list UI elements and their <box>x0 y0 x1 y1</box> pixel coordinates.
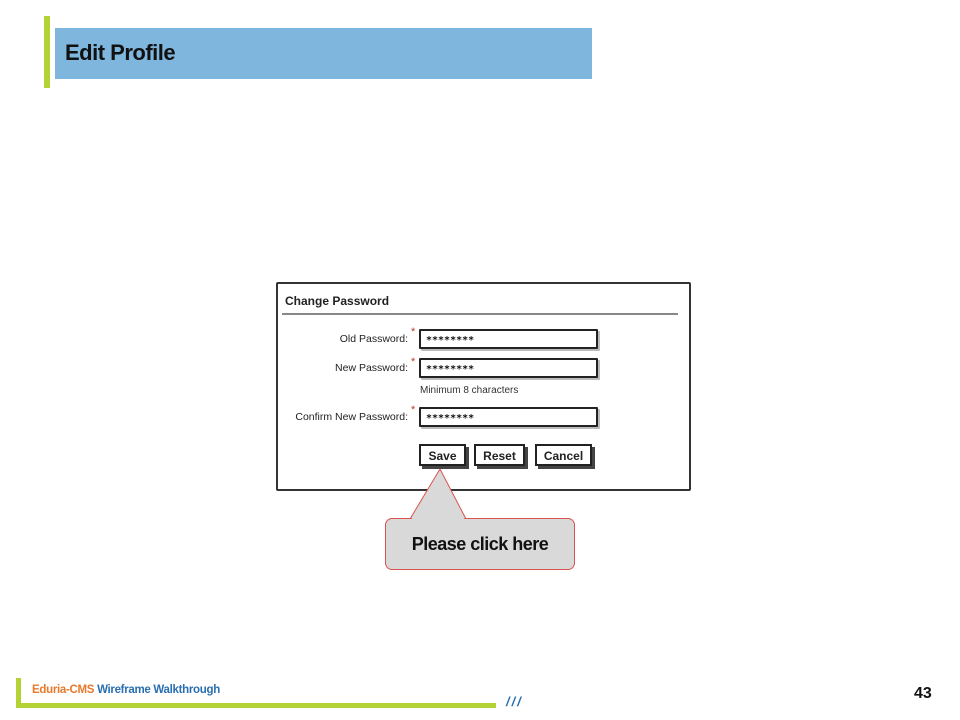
footer-slashes: /// <box>506 694 523 709</box>
old-password-field[interactable]: ******** <box>419 329 598 349</box>
confirm-password-field[interactable]: ******** <box>419 407 598 427</box>
page-title: Edit Profile <box>65 40 176 65</box>
reset-button[interactable]: Reset <box>474 444 525 466</box>
old-password-label: Old Password: <box>339 333 408 345</box>
page-number: 43 <box>914 685 932 702</box>
change-password-panel <box>276 282 691 491</box>
footer-title <box>32 684 220 696</box>
required-marker: * <box>411 404 416 416</box>
footer-subtitle: Wireframe Walkthrough <box>94 684 220 696</box>
panel-divider <box>282 313 678 315</box>
save-button[interactable]: Save <box>419 444 466 466</box>
title-accent-bar <box>44 16 50 88</box>
title-banner <box>55 28 592 79</box>
required-marker: * <box>411 356 416 368</box>
footer-rule <box>16 703 496 708</box>
password-hint: Minimum 8 characters <box>420 385 519 396</box>
cancel-button[interactable]: Cancel <box>535 444 592 466</box>
callout-text: Please click here <box>411 534 549 554</box>
new-password-label: New Password: <box>335 362 408 374</box>
new-password-field[interactable]: ******** <box>419 358 598 378</box>
footer-brand: Eduria-CMS <box>32 684 95 696</box>
confirm-password-label: Confirm New Password: <box>295 411 408 423</box>
click-hint-callout <box>385 518 575 570</box>
panel-title: Change Password <box>285 294 390 308</box>
required-marker: * <box>411 326 416 338</box>
